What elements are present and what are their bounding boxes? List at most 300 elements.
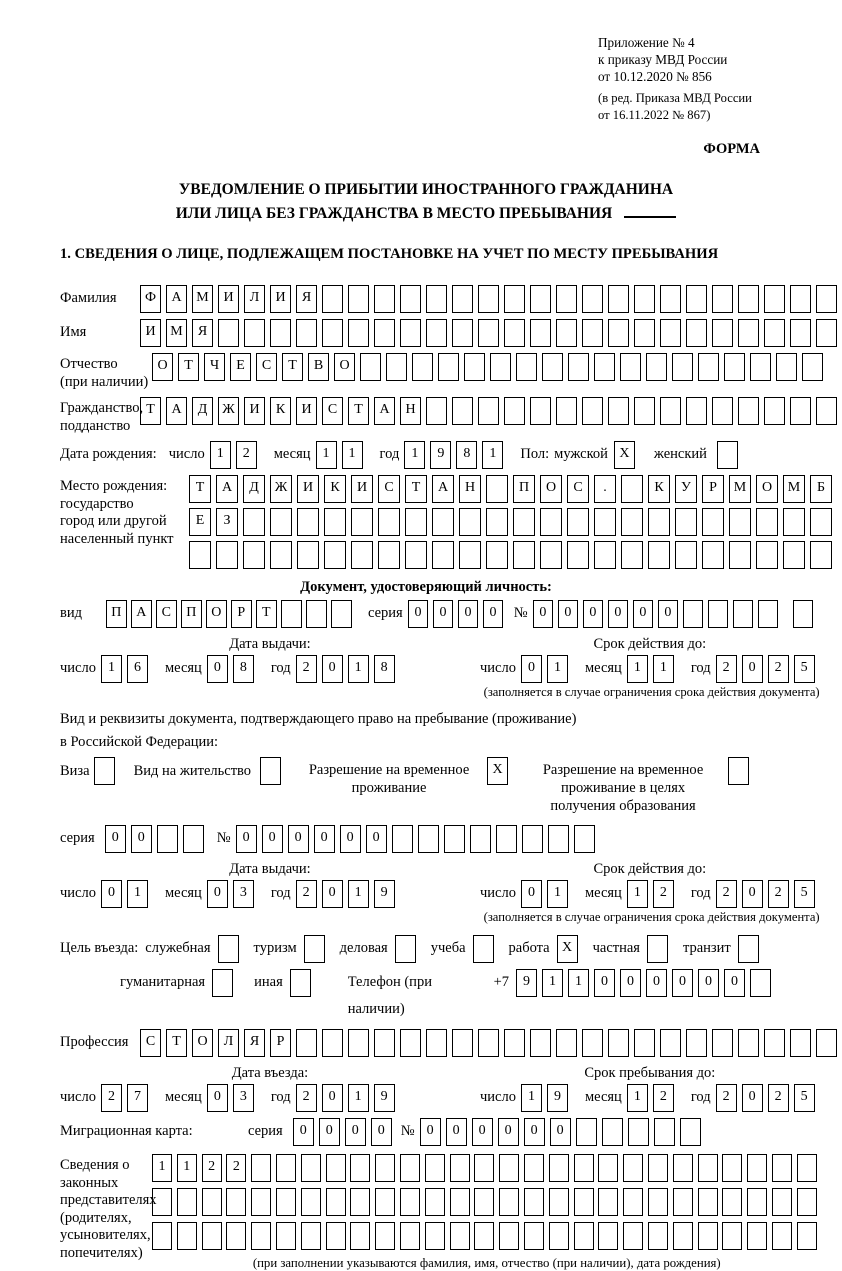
purpose-cell xyxy=(473,935,494,963)
migration-number-cell: 0 xyxy=(524,1118,545,1146)
birth-place-cell xyxy=(513,508,535,536)
representatives-note: (при заполнении указываются фамилия, имя, отчество (при наличии), дата рождения) xyxy=(252,1256,721,1271)
name-cell xyxy=(400,319,421,347)
month-label: месяц xyxy=(273,446,311,463)
birth-place-cell: М xyxy=(783,475,805,503)
identity-kind-cell: О xyxy=(206,600,227,628)
patronymic-cell xyxy=(646,353,667,381)
phone-cell: 9 xyxy=(516,969,537,997)
birth-place-cell xyxy=(756,541,778,569)
purpose-private-checkbox xyxy=(647,935,673,963)
birth-year-cell: 1 xyxy=(482,441,503,469)
birth-place-cell xyxy=(378,508,400,536)
day-label: число xyxy=(60,885,96,902)
residence-issue-cell: 0 xyxy=(322,880,343,908)
surname-cell xyxy=(582,285,603,313)
representatives-cell xyxy=(226,1188,246,1216)
citizenship-cell: Ж xyxy=(218,397,239,425)
purpose-study-label: учеба xyxy=(430,940,466,957)
residence-number-cell xyxy=(418,825,439,853)
phone-label: Телефон (при наличии) xyxy=(347,974,432,1018)
birth-year-cells xyxy=(404,441,508,469)
identity-series-cells xyxy=(408,600,508,628)
visa-cell xyxy=(94,757,115,785)
residence-issue-month-cells xyxy=(207,880,259,908)
birth-place-cell: О xyxy=(756,475,778,503)
citizenship-row xyxy=(60,397,792,435)
identity-number-cell: 0 xyxy=(658,600,679,628)
representatives-cell xyxy=(797,1154,817,1182)
representatives-cell xyxy=(251,1188,271,1216)
surname-cell: Я xyxy=(296,285,317,313)
residence-issue-cell: 2 xyxy=(296,880,317,908)
residence-valid-cell: 5 xyxy=(794,880,815,908)
representatives-cell xyxy=(574,1154,594,1182)
birth-place-cell xyxy=(243,541,265,569)
birth-place-cell xyxy=(405,508,427,536)
representatives-cell xyxy=(772,1154,792,1182)
representatives-cell xyxy=(747,1154,767,1182)
identity-issue-year-cells xyxy=(296,655,400,683)
identity-kind-cell: Р xyxy=(231,600,252,628)
representatives-cell xyxy=(152,1222,172,1250)
appendix-line: Приложение № 4 xyxy=(598,35,695,50)
purpose-business-checkbox xyxy=(395,935,421,963)
residence-issue-cell: 0 xyxy=(207,880,228,908)
stay-cell: 2 xyxy=(653,1084,674,1112)
representatives-cell xyxy=(152,1188,172,1216)
residence-issue-cell: 9 xyxy=(374,880,395,908)
representatives-cell xyxy=(747,1188,767,1216)
day-label: число xyxy=(168,446,205,463)
name-cell xyxy=(296,319,317,347)
representatives-cell xyxy=(797,1188,817,1216)
patronymic-cell xyxy=(438,353,459,381)
representatives-cell-rows xyxy=(152,1154,822,1271)
birth-place-cell xyxy=(459,508,481,536)
representatives-cell xyxy=(177,1222,197,1250)
residence-permit-cell xyxy=(260,757,281,785)
representatives-cell xyxy=(425,1222,445,1250)
purpose-official-checkbox xyxy=(218,935,244,963)
temp-residence-edu-checkbox xyxy=(728,757,754,785)
representatives-cell: 2 xyxy=(226,1154,246,1182)
citizenship-cell: Н xyxy=(400,397,421,425)
stay-year-cells xyxy=(716,1084,820,1112)
entry-date-block xyxy=(60,1065,480,1112)
representatives-cell xyxy=(673,1188,693,1216)
patronymic-cell xyxy=(542,353,563,381)
residence-issue-cell: 3 xyxy=(233,880,254,908)
surname-cell xyxy=(400,285,421,313)
representatives-cell xyxy=(450,1154,470,1182)
birth-month-cell: 1 xyxy=(342,441,363,469)
identity-kind-label: вид xyxy=(60,605,82,622)
name-cell xyxy=(348,319,369,347)
profession-cell xyxy=(764,1029,785,1057)
purpose-other-checkbox xyxy=(290,969,316,997)
identity-series-cell: 0 xyxy=(458,600,479,628)
purpose-other-label: иная xyxy=(254,974,283,991)
representatives-cell xyxy=(400,1188,420,1216)
representatives-cell xyxy=(623,1154,643,1182)
identity-issue-cell: 8 xyxy=(233,655,254,683)
identity-number-cell xyxy=(733,600,754,628)
surname-cell xyxy=(686,285,707,313)
patronymic-cell xyxy=(802,353,823,381)
name-cell xyxy=(582,319,603,347)
patronymic-cell xyxy=(386,353,407,381)
edition-line: от 16.11.2022 № 867) xyxy=(598,107,711,122)
name-cell xyxy=(608,319,629,347)
migration-series-cells xyxy=(293,1118,397,1146)
representatives-cell xyxy=(450,1222,470,1250)
stay-cell: 0 xyxy=(742,1084,763,1112)
representatives-cell xyxy=(524,1188,544,1216)
birth-place-cell xyxy=(486,508,508,536)
birth-place-cells-2 xyxy=(189,508,837,536)
residence-valid-cell: 0 xyxy=(521,880,542,908)
surname-cell: А xyxy=(166,285,187,313)
identity-series-label: серия xyxy=(368,605,403,622)
birth-place-cell: С xyxy=(378,475,400,503)
birth-day-cell: 1 xyxy=(210,441,231,469)
identity-kind-cell: А xyxy=(131,600,152,628)
patronymic-cells xyxy=(152,353,828,381)
profession-cell xyxy=(816,1029,837,1057)
representatives-cell xyxy=(276,1188,296,1216)
edition-line: (в ред. Приказа МВД России xyxy=(598,91,752,106)
representatives-cell xyxy=(574,1188,594,1216)
month-label: месяц xyxy=(164,1089,202,1106)
entry-year-cells xyxy=(296,1084,400,1112)
phone-cell: 0 xyxy=(620,969,641,997)
day-label: число xyxy=(480,660,516,677)
profession-cell xyxy=(452,1029,473,1057)
citizenship-cell xyxy=(504,397,525,425)
sex-female-cell xyxy=(717,441,738,469)
purpose-cell: X xyxy=(557,935,578,963)
birth-place-cell xyxy=(216,541,238,569)
migration-card-row xyxy=(60,1118,792,1146)
identity-series-cell: 0 xyxy=(408,600,429,628)
surname-row xyxy=(60,285,792,313)
profession-cell: Л xyxy=(218,1029,239,1057)
stay-cell: 9 xyxy=(547,1084,568,1112)
name-cell xyxy=(452,319,473,347)
year-label: год xyxy=(690,660,711,677)
identity-number-cell: 0 xyxy=(583,600,604,628)
purpose-cell xyxy=(290,969,311,997)
year-label: год xyxy=(270,1089,291,1106)
identity-number-cell xyxy=(708,600,729,628)
identity-number-label: № xyxy=(513,605,528,622)
name-cell xyxy=(816,319,837,347)
residence-valid-note: (заполняется в случае ограничения срока действия документа) xyxy=(483,910,820,925)
identity-number-cell: 0 xyxy=(533,600,554,628)
profession-cell xyxy=(322,1029,343,1057)
birth-day-cells xyxy=(210,441,262,469)
birth-place-cell xyxy=(540,541,562,569)
representatives-cell xyxy=(375,1222,395,1250)
birth-year-cell: 8 xyxy=(456,441,477,469)
visa-checkbox xyxy=(94,757,120,785)
surname-cell xyxy=(530,285,551,313)
name-cell: Я xyxy=(192,319,213,347)
stay-until-block xyxy=(480,1065,820,1112)
name-cell xyxy=(270,319,291,347)
citizenship-cell: С xyxy=(322,397,343,425)
identity-series-cell: 0 xyxy=(483,600,504,628)
name-cell xyxy=(634,319,655,347)
purpose-private-label: частная xyxy=(592,940,640,957)
identity-issue-block xyxy=(60,636,480,700)
profession-cell xyxy=(478,1029,499,1057)
residence-issue-cell: 0 xyxy=(101,880,122,908)
profession-cell xyxy=(738,1029,759,1057)
representatives-cell xyxy=(301,1154,321,1182)
stay-until-heading: Срок пребывания до: xyxy=(584,1065,716,1082)
residence-valid-month-cells xyxy=(627,880,679,908)
surname-cells xyxy=(140,285,842,313)
birth-place-cell xyxy=(486,475,508,503)
surname-cell xyxy=(660,285,681,313)
migration-number-label: № xyxy=(400,1123,415,1140)
birth-place-cell: Е xyxy=(189,508,211,536)
identity-kind-cell: С xyxy=(156,600,177,628)
migration-number-cell xyxy=(654,1118,675,1146)
representatives-cell xyxy=(499,1154,519,1182)
residence-number-cell xyxy=(444,825,465,853)
profession-cell: Я xyxy=(244,1029,265,1057)
profession-cell xyxy=(426,1029,447,1057)
residence-number-cell xyxy=(496,825,517,853)
birth-year-cell: 1 xyxy=(404,441,425,469)
citizenship-cell: К xyxy=(270,397,291,425)
representatives-cell xyxy=(202,1188,222,1216)
birth-month-cell: 1 xyxy=(316,441,337,469)
birth-place-cell xyxy=(378,541,400,569)
residence-series-row xyxy=(60,825,792,853)
surname-cell xyxy=(322,285,343,313)
representatives-cell xyxy=(375,1188,395,1216)
surname-cell xyxy=(348,285,369,313)
identity-issue-cell: 2 xyxy=(296,655,317,683)
residence-number-cell xyxy=(548,825,569,853)
migration-number-cell: 0 xyxy=(446,1118,467,1146)
entry-cell: 9 xyxy=(374,1084,395,1112)
entry-cell: 2 xyxy=(296,1084,317,1112)
surname-cell xyxy=(504,285,525,313)
citizenship-cell: А xyxy=(166,397,187,425)
identity-issue-day-cells xyxy=(101,655,153,683)
form-title-line2: ИЛИ ЛИЦА БЕЗ ГРАЖДАНСТВА В МЕСТО ПРЕБЫВАНИЯ xyxy=(60,202,792,226)
phone-cell: 1 xyxy=(568,969,589,997)
visa-label: Виза xyxy=(60,763,90,780)
name-cell xyxy=(790,319,811,347)
name-label: Имя xyxy=(60,324,87,341)
identity-issue-cell: 1 xyxy=(101,655,122,683)
representatives-cell xyxy=(574,1222,594,1250)
birth-place-cell xyxy=(297,541,319,569)
representatives-cell xyxy=(772,1188,792,1216)
name-row xyxy=(60,319,792,347)
representatives-cell xyxy=(474,1188,494,1216)
phone-cells xyxy=(516,969,776,997)
patronymic-cell xyxy=(750,353,771,381)
surname-label: Фамилия xyxy=(60,290,117,307)
identity-valid-day-cells xyxy=(521,655,573,683)
birth-place-cell xyxy=(594,541,616,569)
birth-place-cell xyxy=(702,508,724,536)
citizenship-cell: И xyxy=(244,397,265,425)
patronymic-cell: В xyxy=(308,353,329,381)
month-label: месяц xyxy=(584,885,622,902)
stay-cell: 2 xyxy=(716,1084,737,1112)
identity-issue-cell: 8 xyxy=(374,655,395,683)
birth-place-cell xyxy=(297,508,319,536)
phone-cell: 0 xyxy=(594,969,615,997)
representatives-cell xyxy=(350,1154,370,1182)
residence-intro: Вид и реквизиты документа, подтверждающего право на пребывание (проживание) в Российской Федерации: xyxy=(60,711,577,750)
birth-place-cell xyxy=(243,508,265,536)
temp-residence-edu-option xyxy=(527,757,754,815)
representatives-cell xyxy=(524,1222,544,1250)
identity-valid-cell: 2 xyxy=(768,655,789,683)
birth-place-cell xyxy=(189,541,211,569)
profession-label: Профессия xyxy=(60,1034,129,1051)
identity-valid-cell: 0 xyxy=(521,655,542,683)
representatives-cell xyxy=(698,1154,718,1182)
representatives-cell xyxy=(499,1188,519,1216)
citizenship-cell xyxy=(634,397,655,425)
purpose-work-label: работа xyxy=(508,940,550,957)
residence-number-cell xyxy=(392,825,413,853)
identity-number-cell xyxy=(758,600,779,628)
representatives-cell xyxy=(474,1222,494,1250)
sex-male-label: мужской xyxy=(554,446,608,463)
surname-cell xyxy=(790,285,811,313)
edition-block xyxy=(598,90,778,123)
purpose-cell xyxy=(738,935,759,963)
phone-cell: 0 xyxy=(646,969,667,997)
identity-valid-cell: 5 xyxy=(794,655,815,683)
representatives-cell xyxy=(301,1188,321,1216)
birth-place-cell: Ж xyxy=(270,475,292,503)
birth-place-cell xyxy=(486,541,508,569)
identity-valid-cell: 0 xyxy=(742,655,763,683)
purpose-cell xyxy=(395,935,416,963)
birth-place-cell xyxy=(729,541,751,569)
temp-residence-option xyxy=(300,757,513,797)
name-cell: И xyxy=(140,319,161,347)
residence-series-cell: 0 xyxy=(131,825,152,853)
identity-valid-cell: 1 xyxy=(547,655,568,683)
residence-issue-block xyxy=(60,861,480,925)
identity-valid-cell: 1 xyxy=(653,655,674,683)
birth-place-cell xyxy=(324,508,346,536)
sex-female-checkbox xyxy=(717,441,743,469)
temp-residence-edu-cell xyxy=(728,757,749,785)
sex-label: Пол: xyxy=(520,446,550,463)
residence-issue-cell: 1 xyxy=(127,880,148,908)
residence-permit-checkbox xyxy=(260,757,286,785)
name-cell xyxy=(426,319,447,347)
entry-cell: 2 xyxy=(101,1084,122,1112)
representatives-cell xyxy=(251,1222,271,1250)
citizenship-cell xyxy=(426,397,447,425)
section1-heading: 1. СВЕДЕНИЯ О ЛИЦЕ, ПОДЛЕЖАЩЕМ ПОСТАНОВКЕ НА УЧЕТ ПО МЕСТУ ПРЕБЫВАНИЯ xyxy=(60,246,719,263)
representatives-cell xyxy=(598,1222,618,1250)
profession-cell xyxy=(790,1029,811,1057)
residence-series-cells xyxy=(105,825,209,853)
identity-number-cell: 0 xyxy=(633,600,654,628)
representatives-cells-3 xyxy=(152,1222,822,1250)
birth-place-cell: И xyxy=(297,475,319,503)
patronymic-cell: О xyxy=(334,353,355,381)
appendix-line: к приказу МВД России xyxy=(598,52,728,68)
migration-number-cell: 0 xyxy=(420,1118,441,1146)
name-cell xyxy=(218,319,239,347)
representatives-cell xyxy=(623,1222,643,1250)
surname-cell xyxy=(608,285,629,313)
patronymic-row xyxy=(60,353,792,391)
migration-number-cell xyxy=(680,1118,701,1146)
birth-place-cell: И xyxy=(351,475,373,503)
birth-place-cell xyxy=(810,508,832,536)
migration-number-cell: 0 xyxy=(498,1118,519,1146)
representatives-cell xyxy=(350,1222,370,1250)
migration-series-cell: 0 xyxy=(371,1118,392,1146)
surname-cell: М xyxy=(192,285,213,313)
patronymic-cell: Е xyxy=(230,353,251,381)
birth-place-row xyxy=(60,475,826,569)
patronymic-cell xyxy=(776,353,797,381)
birth-place-cell xyxy=(594,508,616,536)
entry-cell: 1 xyxy=(348,1084,369,1112)
representatives-cell xyxy=(524,1154,544,1182)
residence-number-cell: 0 xyxy=(288,825,309,853)
profession-cell xyxy=(400,1029,421,1057)
residence-valid-cell: 1 xyxy=(547,880,568,908)
patronymic-cell xyxy=(620,353,641,381)
entry-dates xyxy=(60,1065,808,1112)
migration-number-cell xyxy=(576,1118,597,1146)
residence-series-label: серия xyxy=(60,830,95,847)
representatives-cell xyxy=(425,1154,445,1182)
identity-issue-cell: 0 xyxy=(207,655,228,683)
citizenship-cells xyxy=(140,397,842,425)
representatives-cell xyxy=(400,1154,420,1182)
residence-issue-year-cells xyxy=(296,880,400,908)
residence-options-row xyxy=(60,757,792,815)
residence-number-cell: 0 xyxy=(314,825,335,853)
birth-place-cell: Б xyxy=(810,475,832,503)
residence-number-cell: 0 xyxy=(236,825,257,853)
entry-date-heading: Дата въезда: xyxy=(231,1065,309,1082)
birth-place-cell xyxy=(729,508,751,536)
profession-cell: О xyxy=(192,1029,213,1057)
birth-place-cells-3 xyxy=(189,541,837,569)
patronymic-cell xyxy=(724,353,745,381)
citizenship-cell xyxy=(530,397,551,425)
patronymic-cell: Т xyxy=(282,353,303,381)
residence-valid-cell: 2 xyxy=(716,880,737,908)
profession-cell xyxy=(634,1029,655,1057)
birth-place-cell: Р xyxy=(702,475,724,503)
birth-place-cell: П xyxy=(513,475,535,503)
purpose-label: Цель въезда: xyxy=(60,940,139,957)
